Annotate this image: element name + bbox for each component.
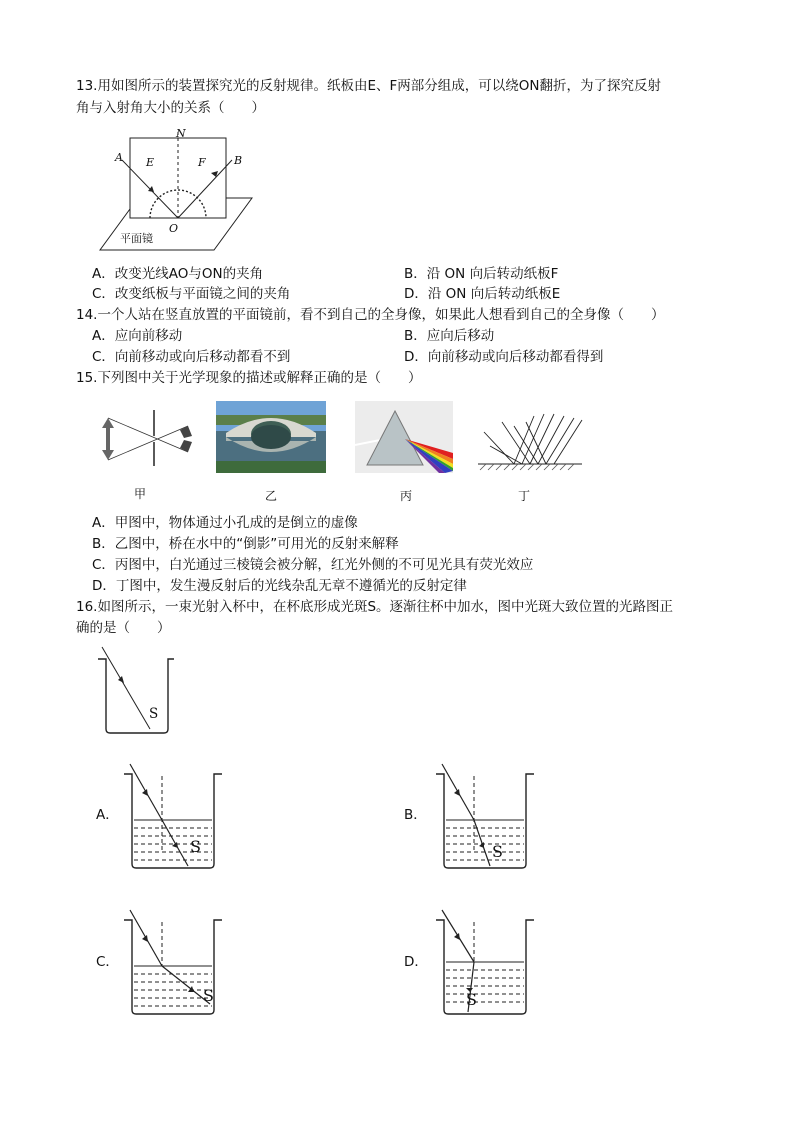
choice-d-beaker[interactable] xyxy=(436,906,536,1018)
q14-option-a[interactable]: A．应向前移动 xyxy=(92,328,183,344)
empty-beaker-figure xyxy=(98,645,178,735)
label-F: F xyxy=(198,156,206,169)
q14-stem: 14.一个人站在竖直放置的平面镜前，看不到自己的全身像，如果此人想看到自己的全身像（ ） xyxy=(76,307,665,323)
pinhole-figure xyxy=(96,408,201,468)
q13-option-d[interactable]: D．沿 ON 向后转动纸板E xyxy=(404,286,561,302)
q15-option-d[interactable]: D．丁图中，发生漫反射后的光线杂乱无章不遵循光的反射定律 xyxy=(92,578,467,594)
label-plane-mirror: 平面镜 xyxy=(120,232,153,245)
caption-ding: 丁 xyxy=(518,489,531,503)
q13-stem-line2: 角与入射角大小的关系（ ） xyxy=(76,100,265,116)
prism-dispersion-figure xyxy=(355,401,453,473)
q15-stem: 15.下列图中关于光学现象的描述或解释正确的是（ ） xyxy=(76,370,422,386)
label-E: E xyxy=(146,156,155,169)
spot-label-main: S xyxy=(149,706,159,722)
q16-stem-line2: 确的是（ ） xyxy=(76,620,171,636)
q14-option-b[interactable]: B．应向后移动 xyxy=(404,328,495,344)
choice-b-beaker[interactable] xyxy=(436,760,536,872)
q15-option-b[interactable]: B．乙图中，桥在水中的“倒影”可用光的反射来解释 xyxy=(92,536,399,552)
choice-a-beaker[interactable] xyxy=(124,760,224,872)
choice-a-spot: S xyxy=(190,837,201,856)
q16-choice-b-label[interactable]: B． xyxy=(404,807,427,823)
diffuse-reflection-figure xyxy=(474,408,586,472)
q13-option-c[interactable]: C．改变纸板与平面镜之间的夹角 xyxy=(92,286,291,302)
caption-jia: 甲 xyxy=(134,487,147,501)
q16-choice-c-label[interactable]: C． xyxy=(96,954,119,970)
q13-stem-line1: 13.用如图所示的装置探究光的反射规律。纸板由E、F两部分组成，可以绕ON翻折，为了探究反射 xyxy=(76,78,661,94)
label-O: O xyxy=(169,222,179,235)
label-B: B xyxy=(234,154,243,167)
caption-yi: 乙 xyxy=(265,489,278,503)
q15-option-a[interactable]: A．甲图中，物体通过小孔成的是倒立的虚像 xyxy=(92,515,358,531)
choice-d-spot: S xyxy=(466,990,477,1009)
q13-option-a[interactable]: A．改变光线AO与ON的夹角 xyxy=(92,266,264,282)
q15-option-c[interactable]: C．丙图中，白光通过三棱镜会被分解，红光外侧的不可见光具有荧光效应 xyxy=(92,557,534,573)
q16-stem-line1: 16.如图所示，一束光射入杯中，在杯底形成光斑S。逐渐往杯中加水，图中光斑大致位置的光路图正 xyxy=(76,599,674,615)
label-A: A xyxy=(115,151,123,164)
label-N: N xyxy=(176,127,186,140)
q14-option-d[interactable]: D．向前移动或向后移动都看得到 xyxy=(404,349,604,365)
choice-b-spot: S xyxy=(492,842,503,861)
q16-choice-a-label[interactable]: A． xyxy=(96,807,119,823)
bridge-reflection-photo xyxy=(216,401,326,473)
q16-choice-d-label[interactable]: D． xyxy=(404,954,428,970)
q14-option-c[interactable]: C．向前移动或向后移动都看不到 xyxy=(92,349,291,365)
caption-bing: 丙 xyxy=(400,489,413,503)
q13-option-b[interactable]: B．沿 ON 向后转动纸板F xyxy=(404,266,559,282)
choice-c-spot: S xyxy=(203,986,214,1005)
